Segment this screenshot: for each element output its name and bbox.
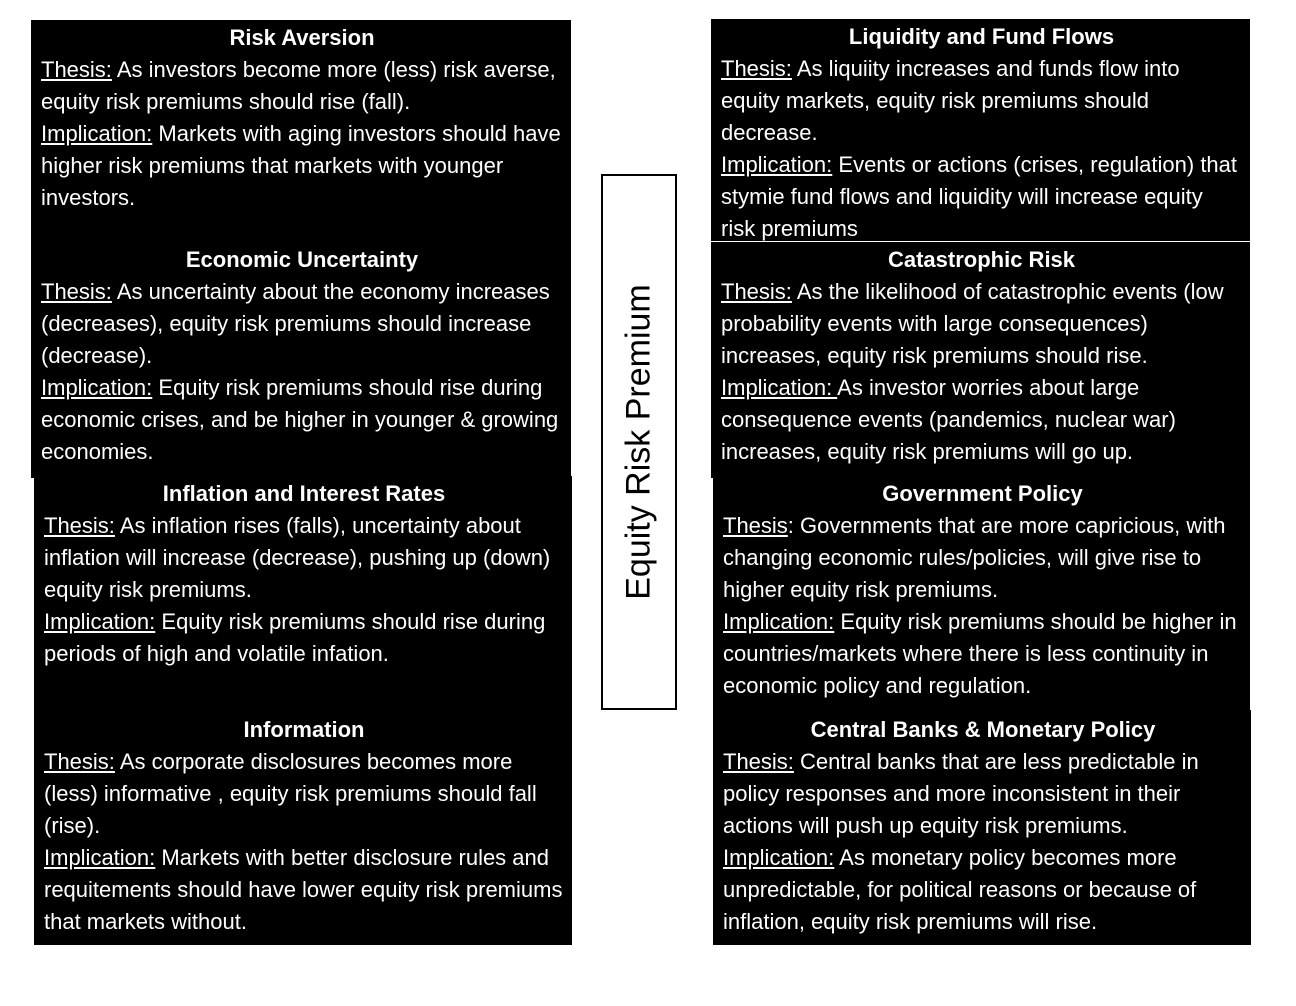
implication xyxy=(44,842,564,938)
thesis-text: : Governments that are more capricious, with changing economic rules/policies, will give rise to higher equity risk premiums. xyxy=(723,513,1226,602)
implication xyxy=(41,118,563,214)
thesis-label: Thesis: xyxy=(44,513,115,538)
box-catastrophic xyxy=(711,242,1250,478)
implication-label: Implication: xyxy=(44,609,156,634)
implication-text: As investor worries about large consequence events (pandemics, nuclear war) increases, equity risk premiums will go up. xyxy=(721,375,1176,464)
implication-label: Implication: xyxy=(41,375,153,400)
thesis xyxy=(721,53,1242,149)
thesis xyxy=(41,54,563,118)
implication-label: Implication: xyxy=(721,152,833,177)
box-title: Information xyxy=(243,717,365,742)
thesis xyxy=(44,510,564,606)
thesis-text: As liquiity increases and funds flow into equity markets, equity risk premiums should decrease. xyxy=(721,56,1180,145)
box-title: Government Policy xyxy=(882,481,1083,506)
thesis-label: Thesis: xyxy=(721,279,792,304)
implication xyxy=(723,842,1243,938)
box-information xyxy=(34,710,572,945)
implication-label: Implication: xyxy=(41,121,153,146)
implication-text: As monetary policy becomes more unpredictable, for political reasons or because of inflation, equity risk premiums will rise. xyxy=(723,845,1197,934)
box-title: Liquidity and Fund Flows xyxy=(848,24,1115,49)
thesis-label: Thesis: xyxy=(723,749,794,774)
box-title: Central Banks & Monetary Policy xyxy=(810,717,1156,742)
thesis xyxy=(44,746,564,842)
implication-text: Equity risk premiums should be higher in countries/markets where there is less continuity in economic policy and regulation. xyxy=(723,609,1237,698)
box-title: Catastrophic Risk xyxy=(887,247,1076,272)
thesis-label: Thesis: xyxy=(44,749,115,774)
box-title: Inflation and Interest Rates xyxy=(162,481,446,506)
box-central-banks xyxy=(713,710,1251,945)
thesis-label: Thesis xyxy=(723,513,788,538)
center-label: Equity Risk Premium xyxy=(619,284,658,600)
box-economic-uncertainty xyxy=(31,242,571,478)
box-government xyxy=(713,476,1250,712)
thesis-label: Thesis: xyxy=(41,57,112,82)
box-risk-aversion xyxy=(31,20,571,242)
box-liquidity xyxy=(711,19,1250,241)
thesis-text: As the likelihood of catastrophic events (low probability events with large consequences) increases, equity risk premiums should rise. xyxy=(721,279,1224,368)
implication xyxy=(721,372,1242,468)
implication xyxy=(41,372,563,468)
implication-text: Events or actions (crises, regulation) that stymie fund flows and liquidity will increase equity risk premiums xyxy=(721,152,1238,241)
thesis xyxy=(721,276,1242,372)
implication xyxy=(721,149,1242,245)
thesis-text: Central banks that are less predictable in policy responses and more inconsistent in their actions will push up equity risk premiums. xyxy=(723,749,1199,838)
implication-label: Implication: xyxy=(723,609,835,634)
implication-label: Implication: xyxy=(721,375,838,400)
implication xyxy=(44,606,564,670)
thesis-text: As uncertainty about the economy increases (decreases), equity risk premiums should increase (decrease). xyxy=(41,279,550,368)
thesis xyxy=(41,276,563,372)
thesis xyxy=(723,510,1242,606)
implication-text: Markets with better disclosure rules and requitements should have lower equity risk premiums that markets without. xyxy=(44,845,563,934)
thesis xyxy=(723,746,1243,842)
thesis-text: As inflation rises (falls), uncertainty about inflation will increase (decrease), pushing up (down) equity risk premiums. xyxy=(44,513,551,602)
implication-label: Implication: xyxy=(723,845,835,870)
implication-text: Equity risk premiums should rise during periods of high and volatile infation. xyxy=(44,609,546,666)
thesis-text: As corporate disclosures becomes more (less) informative , equity risk premiums should fall (rise). xyxy=(44,749,537,838)
box-title: Risk Aversion xyxy=(229,25,375,50)
thesis-text: As investors become more (less) risk averse, equity risk premiums should rise (fall). xyxy=(41,57,556,114)
implication-text: Equity risk premiums should rise during economic crises, and be higher in younger & growing economies. xyxy=(41,375,559,464)
box-inflation xyxy=(34,476,572,712)
thesis-label: Thesis: xyxy=(41,279,112,304)
box-title: Economic Uncertainty xyxy=(185,247,419,272)
implication-label: Implication: xyxy=(44,845,156,870)
equity-risk-premium-box xyxy=(601,174,677,710)
thesis-label: Thesis: xyxy=(721,56,792,81)
implication xyxy=(723,606,1242,702)
implication-text: Markets with aging investors should have higher risk premiums that markets with younger investors. xyxy=(41,121,561,210)
